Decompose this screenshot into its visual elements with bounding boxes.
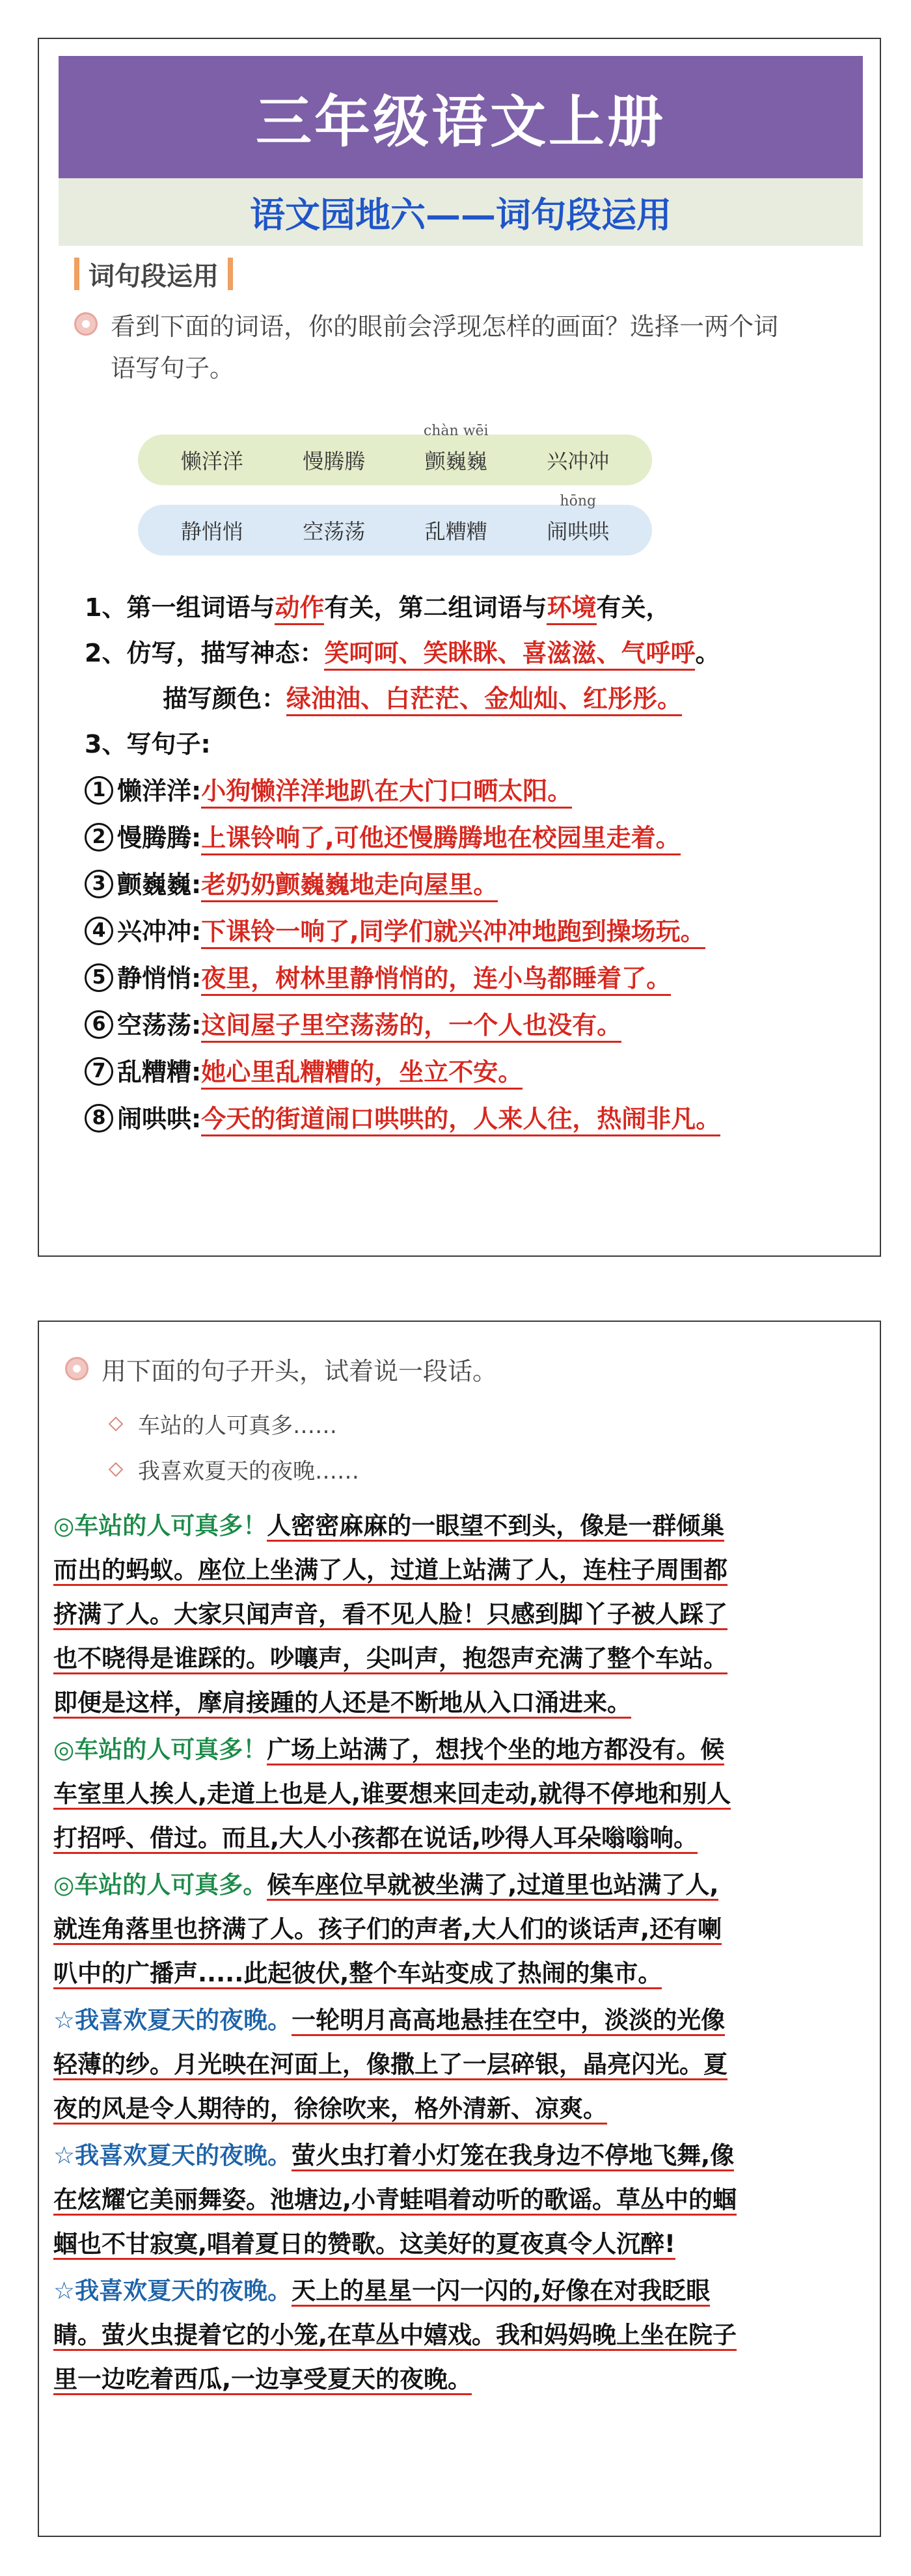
answer-3-heading: 3、写句子: (85, 730, 211, 758)
word-item: hōng 闹哄哄 (523, 515, 633, 545)
sentence-item: 1 懒洋洋:小狗懒洋洋地趴在大门口晒太阳。 (85, 770, 572, 812)
paragraph: ◎车站的人可真多！广场上站满了，想找个坐的地方都没有。候 车室里人挨人,走道上也是人,谁要想来回走动,就得不停地和别人 打招呼、借过。而且,大人小孩都在说话,吵得人耳朵嗡嗡响。 (53, 1728, 867, 1860)
diamond-icon (109, 1462, 124, 1477)
pinyin: chàn wēi (423, 423, 489, 439)
number-circle: 6 (85, 1010, 113, 1039)
pinyin: hōng (560, 493, 597, 509)
paragraph: ◎车站的人可真多！人密密麻麻的一眼望不到头，像是一群倾巢 而出的蚂蚁。座位上坐满了人，过道上站满了人，连柱子周围都 挤满了人。大家只闻声音，看不见人脸！只感到脚丫子被人踩了 也不晓得是谁踩的。吵嚷声，尖叫声，抱怨声充满了整个车站。 即便是这样，摩肩接踵的人还是不断地从入口涌进来。 (53, 1504, 867, 1725)
title-banner (59, 56, 863, 178)
number-circle: 7 (85, 1057, 113, 1086)
answer-2b: 描写颜色：绿油油、白茫茫、金灿灿、红彤彤。 (163, 678, 682, 719)
worksheet-card-2 (38, 1321, 881, 2537)
worksheet-card-1 (38, 38, 881, 1257)
paragraph-lead: ◎车站的人可真多！ (53, 1512, 267, 1540)
sentence-item: 4 兴冲冲:下课铃一响了,同学们就兴冲冲地跑到操场玩。 (85, 911, 705, 952)
section-bar-right (228, 258, 233, 290)
number-circle: 4 (85, 917, 113, 945)
number-circle: 1 (85, 776, 113, 805)
task-1-line-2: 语写句子。 (111, 354, 235, 382)
task-2-text: 用下面的句子开头，试着说一段话。 (102, 1357, 498, 1386)
task-1-line-1: 看到下面的词语，你的眼前会浮现怎样的画面？选择一两个词 (111, 312, 779, 341)
sentence-item: 7 乱糟糟:她心里乱糟糟的，坐立不安。 (85, 1051, 523, 1093)
paragraph-lead: ☆我喜欢夏天的夜晚。 (53, 2277, 292, 2305)
sentence-item: 3 颤巍巍:老奶奶颤巍巍地走向屋里。 (85, 864, 498, 906)
paragraph: ☆我喜欢夏天的夜晚。一轮明月高高地悬挂在空中，淡淡的光像 轻薄的纱。月光映在河面上，像撒上了一层碎银，晶亮闪光。夏 夜的风是令人期待的，徐徐吹来，格外清新、凉爽。 (53, 1998, 867, 2131)
subtitle-banner (59, 178, 863, 246)
sentence-item: 8 闹哄哄:今天的街道闹口哄哄的，人来人往，热闹非凡。 (85, 1098, 720, 1140)
sentence-item: 2 慢腾腾:上课铃响了,可他还慢腾腾地在校园里走着。 (85, 817, 681, 859)
number-circle: 2 (85, 823, 113, 852)
section-heading-text: 词句段运用 (88, 261, 219, 291)
word-item: 兴冲冲 (547, 449, 610, 474)
sentence-item: 6 空荡荡:这间屋子里空荡荡的，一个人也没有。 (85, 1004, 621, 1046)
paragraph-lead: ◎车站的人可真多！ (53, 1736, 267, 1764)
answer-2: 2、仿写，描写神态：笑呵呵、笑眯眯、喜滋滋、气呼呼。 (85, 632, 720, 674)
task-1 (74, 306, 778, 389)
bullet-icon (65, 1357, 88, 1380)
answer-2-value: 笑呵呵、笑眯眯、喜滋滋、气呼呼 (324, 639, 695, 671)
word-item: 静悄悄 (180, 519, 243, 544)
page-subtitle: 语文园地六——词句段运用 (250, 193, 672, 235)
page-title: 三年级语文上册 (256, 89, 666, 155)
paragraph-lead: ☆我喜欢夏天的夜晚。 (53, 2006, 292, 2034)
number-circle: 5 (85, 963, 113, 992)
task-2 (65, 1350, 497, 1392)
paragraph-lead: ☆我喜欢夏天的夜晚。 (53, 2141, 292, 2169)
option-1: 车站的人可真多…… (111, 1408, 337, 1440)
word-item: chàn wēi 颤巍巍 (401, 445, 511, 475)
diamond-icon (109, 1416, 124, 1431)
paragraph: ☆我喜欢夏天的夜晚。天上的星星一闪一闪的,好像在对我眨眼 睛。萤火虫提着它的小笼,在草丛中嬉戏。我和妈妈晚上坐在院子 里一边吃着西瓜,一边享受夏天的夜晚。 (53, 2269, 867, 2402)
section-heading (74, 254, 233, 294)
paragraph: ◎车站的人可真多。候车座位早就被坐满了,过道里也站满了人, 就连角落里也挤满了人。孩子们的声者,大人们的谈话声,还有喇 叭中的广播声.....此起彼伏,整个车站变成了热闹的集市。 (53, 1863, 867, 1996)
section-bar-left (74, 258, 79, 290)
paragraph-lead: ◎车站的人可真多。 (53, 1871, 267, 1899)
answer-1-word-2: 环境 (547, 593, 596, 625)
word-row-environment (138, 493, 652, 556)
option-2: 我喜欢夏天的夜晚…… (111, 1453, 359, 1485)
word-item: 慢腾腾 (303, 449, 366, 474)
number-circle: 8 (85, 1104, 113, 1133)
word-item: 乱糟糟 (424, 519, 487, 544)
sentence-item: 5 静悄悄:夜里，树林里静悄悄的，连小鸟都睡着了。 (85, 958, 671, 999)
answer-2b-value: 绿油油、白茫茫、金灿灿、红彤彤。 (286, 684, 682, 716)
paragraph: ☆我喜欢夏天的夜晚。萤火虫打着小灯笼在我身边不停地飞舞,像 在炫耀它美丽舞姿。池塘边,小青蛙唱着动听的歌谣。草丛中的蝈 蝈也不甘寂寞,唱着夏日的赞歌。这美好的夏夜真令人沉醉! (53, 2134, 867, 2266)
number-circle: 3 (85, 870, 113, 898)
answer-1-word-1: 动作 (275, 593, 324, 625)
word-row-actions (138, 423, 652, 485)
word-item: 懒洋洋 (180, 449, 243, 474)
word-item: 空荡荡 (303, 519, 366, 544)
answer-1: 1、第一组词语与动作有关，第二组词语与环境有关， (85, 587, 671, 628)
bullet-icon (74, 312, 98, 336)
